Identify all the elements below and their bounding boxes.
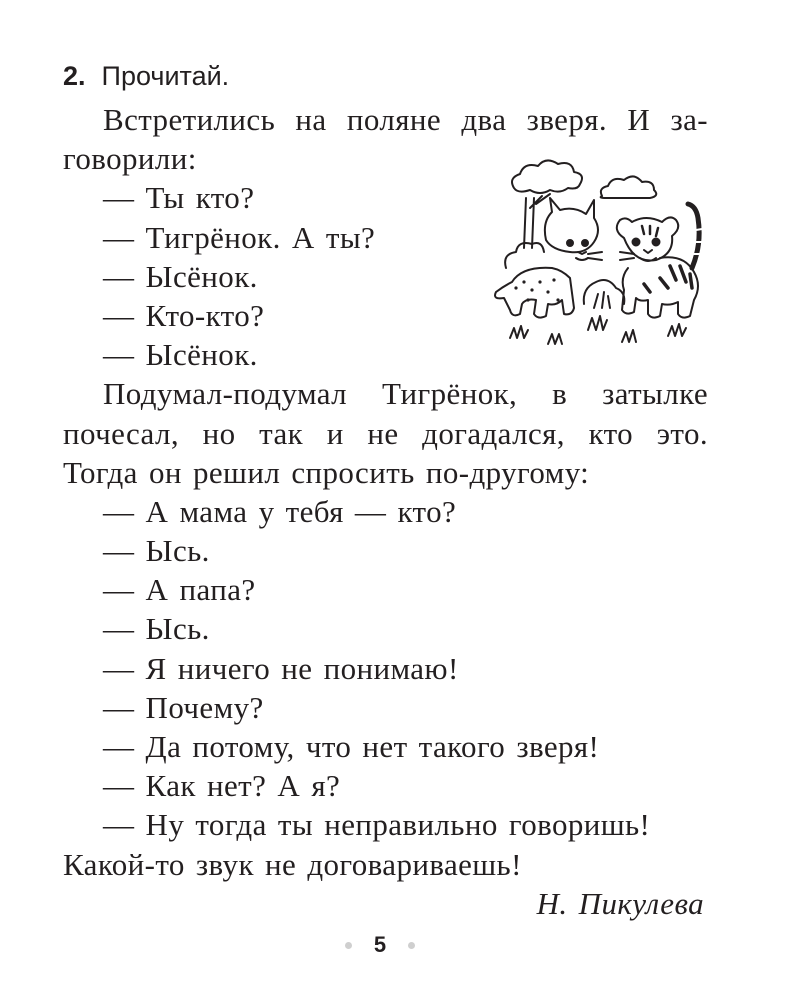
dialogue-line: — Ну тогда ты неправильно говоришь! [103,807,651,843]
lynx-and-tiger-illustration-icon [484,158,724,358]
story-line: Встретились на поляне два зверя. И за- [103,102,708,137]
dialogue-line: — Ысь. [103,533,210,569]
page-footer [340,930,420,960]
author-signature: Н. Пикулева [536,885,704,921]
decorative-dot-icon [408,942,415,949]
story-line: говорили: [63,141,197,177]
dialogue-line: — Почему? [103,689,264,725]
dialogue-line: — А папа? [103,572,256,608]
exercise-heading [63,58,229,94]
dialogue-line: — Ысь. [103,611,210,647]
dialogue-line: — Ысёнок. [103,258,258,294]
exercise-number: 2. [63,61,86,91]
story-line: почесал, но так и не догадался, кто это. [63,415,708,451]
dialogue-line: — Я ничего не понимаю! [103,650,459,686]
exercise-instruction: Прочитай. [101,61,230,91]
decorative-dot-icon [345,942,352,949]
dialogue-line: — Да потому, что нет такого зверя! [103,729,600,764]
dialogue-line: — Кто-кто? [103,297,265,333]
dialogue-line: — Ты кто? [103,180,255,216]
dialogue-line: — А мама у тебя — кто? [103,493,457,529]
dialogue-line: — Ысёнок. [103,337,258,373]
story-line: Подумал-подумал Тигрёнок, в затылке [103,376,708,412]
story-line: Тогда он решил спросить по-другому: [63,454,590,490]
story-line: Какой-то звук не договариваешь! [63,846,522,882]
page-number: 5 [373,932,387,957]
dialogue-line: — Как нет? А я? [103,768,341,804]
dialogue-line: — Тигрёнок. А ты? [103,219,376,255]
